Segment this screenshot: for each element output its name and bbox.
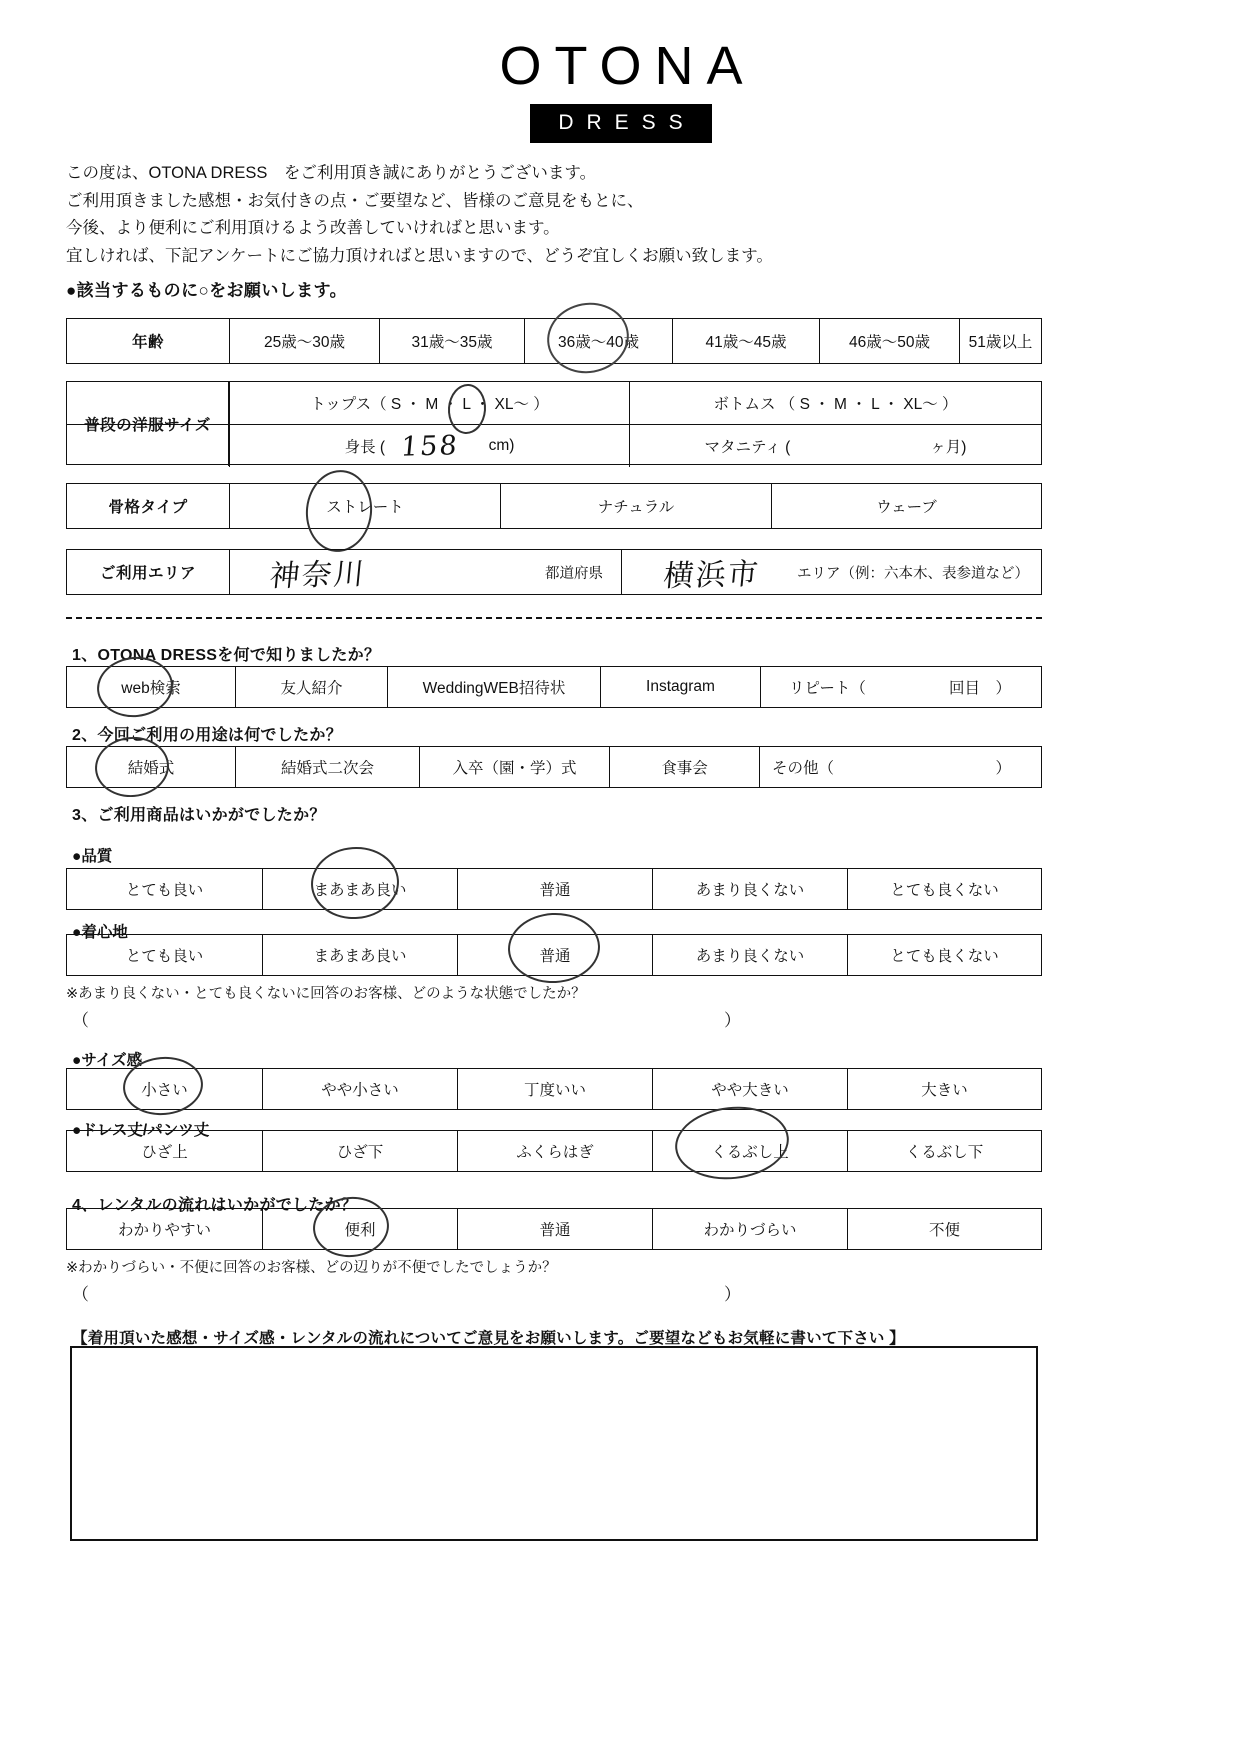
- logo-dress-banner: DRESS: [530, 104, 711, 143]
- question-1-title: 1、OTONA DRESSを何で知りましたか？: [72, 647, 381, 664]
- prefecture-cell[interactable]: [229, 550, 621, 594]
- q3-length-option-3[interactable]: くるぶし上: [652, 1131, 847, 1171]
- q3-fit-option-2[interactable]: 丁度いい: [457, 1069, 652, 1109]
- q3-length-option-1[interactable]: ひざ下: [262, 1131, 457, 1171]
- body-type-option-1[interactable]: ナチュラル: [500, 484, 771, 528]
- maternity-prefix: マタニティ (: [704, 439, 791, 456]
- q3-quality-option-0[interactable]: とても良い: [125, 882, 204, 899]
- q1-option-1[interactable]: 友人紹介: [235, 667, 387, 707]
- q3-comfort-option-4[interactable]: とても良くない: [847, 935, 1041, 975]
- lead-instruction: ●該当するものに○をお願いします。: [66, 281, 347, 300]
- bottoms-size-cell[interactable]: ボトムス （ S ・ M ・ L ・ XL〜 ）: [629, 382, 1041, 424]
- intro-line-2: ご利用頂きました感想・お気付きの点・ご要望など、皆様のご意見をもとに、: [66, 191, 644, 210]
- q2-option-4[interactable]: [759, 747, 1041, 787]
- area-row-label: ご利用エリア: [99, 565, 196, 582]
- q1-option-3[interactable]: Instagram: [600, 667, 760, 707]
- body-type-option-0[interactable]: ストレート: [229, 484, 500, 528]
- question-1-table: [66, 666, 1042, 708]
- body-type-selection-circle: [302, 467, 376, 555]
- q3-followup-close: ）: [724, 1011, 741, 1030]
- q1-option-0[interactable]: web検索: [67, 667, 235, 707]
- q3-length-table: [66, 1130, 1042, 1172]
- height-cell[interactable]: [229, 425, 629, 467]
- section-divider: [66, 617, 1042, 619]
- area-handwritten-value: 横浜市: [661, 556, 762, 595]
- q4-option-3[interactable]: わかりづらい: [652, 1209, 847, 1249]
- height-prefix: 身長 (: [344, 439, 386, 456]
- height-unit: cm): [488, 437, 515, 454]
- q3-comfort-option-0[interactable]: とても良い: [125, 948, 204, 965]
- q3-quality-option-2[interactable]: 普通: [457, 869, 652, 909]
- age-option-3[interactable]: 41歳〜45歳: [672, 319, 819, 363]
- q1-option-4[interactable]: [760, 667, 1041, 707]
- comment-textarea[interactable]: [70, 1346, 1038, 1541]
- question-4-title: 4、レンタルの流れはいかがでしたか？: [72, 1197, 358, 1214]
- q3-followup-note: ※あまり良くない・とても良くないに回答のお客様、どのような状態でしたか？: [66, 986, 586, 1002]
- clothing-size-row-label: 普段の洋服サイズ: [67, 382, 229, 466]
- logo-otona-text: OTONA: [499, 36, 756, 96]
- q3-length-option-4[interactable]: くるぶし下: [847, 1131, 1041, 1171]
- maternity-cell[interactable]: [629, 425, 1041, 467]
- q3-comfort-table: [66, 934, 1042, 976]
- q3-fit-option-4[interactable]: 大きい: [847, 1069, 1041, 1109]
- q1-repeat-label: リピート（: [789, 680, 866, 697]
- q3-group-3-label: ●ドレス丈/パンツ丈: [72, 1122, 210, 1139]
- q4-followup-close: ）: [724, 1285, 741, 1304]
- q3-fit-option-0[interactable]: 小さい: [67, 1069, 262, 1109]
- question-3-title: 3、ご利用商品はいかがでしたか？: [72, 807, 326, 824]
- q3-comfort-option-1[interactable]: まあまあ良い: [262, 935, 457, 975]
- q4-option-4[interactable]: 不便: [847, 1209, 1041, 1249]
- q3-comfort-option-3[interactable]: あまり良くない: [652, 935, 847, 975]
- age-option-0[interactable]: 25歳〜30歳: [229, 319, 379, 363]
- height-handwritten-value: 158: [399, 429, 461, 463]
- age-table: [66, 318, 1042, 364]
- q2-option-0[interactable]: 結婚式: [67, 747, 235, 787]
- area-hint: エリア（例：六本木、表参道など）: [797, 565, 1029, 582]
- q3-length-option-2[interactable]: ふくらはぎ: [457, 1131, 652, 1171]
- q3-quality-selection-circle: [309, 844, 402, 922]
- body-type-row-label: 骨格タイプ: [108, 499, 188, 516]
- q3-group-1-label: ●着心地: [72, 924, 128, 941]
- intro-line-1: この度は、OTONA DRESS をご利用頂き誠にありがとうございます。: [66, 164, 597, 182]
- area-detail-cell[interactable]: [621, 550, 1041, 594]
- q3-quality-option-1[interactable]: まあまあ良い: [262, 869, 457, 909]
- question-2-table: [66, 746, 1042, 788]
- question-4-table: [66, 1208, 1042, 1250]
- prefecture-handwritten-value: 神奈川: [267, 556, 368, 595]
- q3-quality-table: [66, 868, 1042, 910]
- age-option-1[interactable]: 31歳〜35歳: [379, 319, 524, 363]
- q3-comfort-selection-circle: [506, 911, 602, 986]
- age-option-2[interactable]: 36歳〜40歳: [524, 319, 672, 363]
- q3-fit-option-3[interactable]: やや大きい: [652, 1069, 847, 1109]
- age-option-4[interactable]: 46歳〜50歳: [819, 319, 959, 363]
- intro-line-3: 今後、より便利にご利用頂けるよう改善していければと思います。: [66, 219, 560, 237]
- q3-group-2-label: ●サイズ感: [72, 1052, 143, 1069]
- q3-quality-option-4[interactable]: とても良くない: [847, 869, 1041, 909]
- question-2-title: 2、今回ご利用の用途は何でしたか？: [72, 727, 342, 744]
- q1-repeat-count-label: 回目 ）: [948, 680, 1011, 697]
- body-type-option-2[interactable]: ウェーブ: [771, 484, 1041, 528]
- q3-followup-open: （: [72, 1011, 89, 1030]
- q4-option-0[interactable]: わかりやすい: [117, 1222, 211, 1239]
- tops-size-cell[interactable]: トップス（ S ・ M ・ L ・ XL〜 ）: [229, 382, 629, 424]
- comment-section-title: 【着用頂いた感想・サイズ感・レンタルの流れについてご意見をお願いします。ご要望などもお気軽に書いて下さい 】: [72, 1330, 905, 1347]
- q3-quality-option-3[interactable]: あまり良くない: [652, 869, 847, 909]
- q4-followup-open: （: [72, 1285, 89, 1304]
- intro-paragraph: [66, 160, 1066, 270]
- maternity-unit: ヶ月): [930, 439, 967, 456]
- q4-option-2[interactable]: 普通: [457, 1209, 652, 1249]
- prefecture-hint: 都道府県: [545, 565, 603, 582]
- q3-group-0-label: ●品質: [72, 848, 113, 865]
- body-type-table: [66, 483, 1042, 529]
- q2-option-1[interactable]: 結婚式二次会: [235, 747, 419, 787]
- q3-length-option-0[interactable]: ひざ上: [141, 1144, 188, 1161]
- q2-option-2[interactable]: 入卒（園・学）式: [419, 747, 609, 787]
- area-table: [66, 549, 1042, 595]
- q3-length-selection-circle: [672, 1101, 793, 1185]
- q2-option-3[interactable]: 食事会: [609, 747, 759, 787]
- q2-other-close: ）: [995, 760, 1011, 777]
- age-row-label: 年齢: [131, 334, 164, 351]
- age-option-5[interactable]: 51歳以上: [959, 319, 1041, 363]
- q3-comfort-option-2[interactable]: 普通: [457, 935, 652, 975]
- q3-fit-option-1[interactable]: やや小さい: [262, 1069, 457, 1109]
- clothing-size-table: [66, 381, 1042, 465]
- age-selection-circle: [542, 296, 635, 379]
- q1-option-2[interactable]: WeddingWEB招待状: [387, 667, 600, 707]
- q2-other-label: その他（: [772, 760, 835, 777]
- brand-logo: [0, 38, 1242, 143]
- q4-followup-note: ※わかりづらい・不便に回答のお客様、どの辺りが不便でしたでしょうか？: [66, 1260, 557, 1276]
- q4-option-1[interactable]: 便利: [262, 1209, 457, 1249]
- intro-line-4: 宜しければ、下記アンケートにご協力頂ければと思いますので、どうぞ宜しくお願い致します。: [66, 246, 773, 265]
- q3-fit-table: [66, 1068, 1042, 1110]
